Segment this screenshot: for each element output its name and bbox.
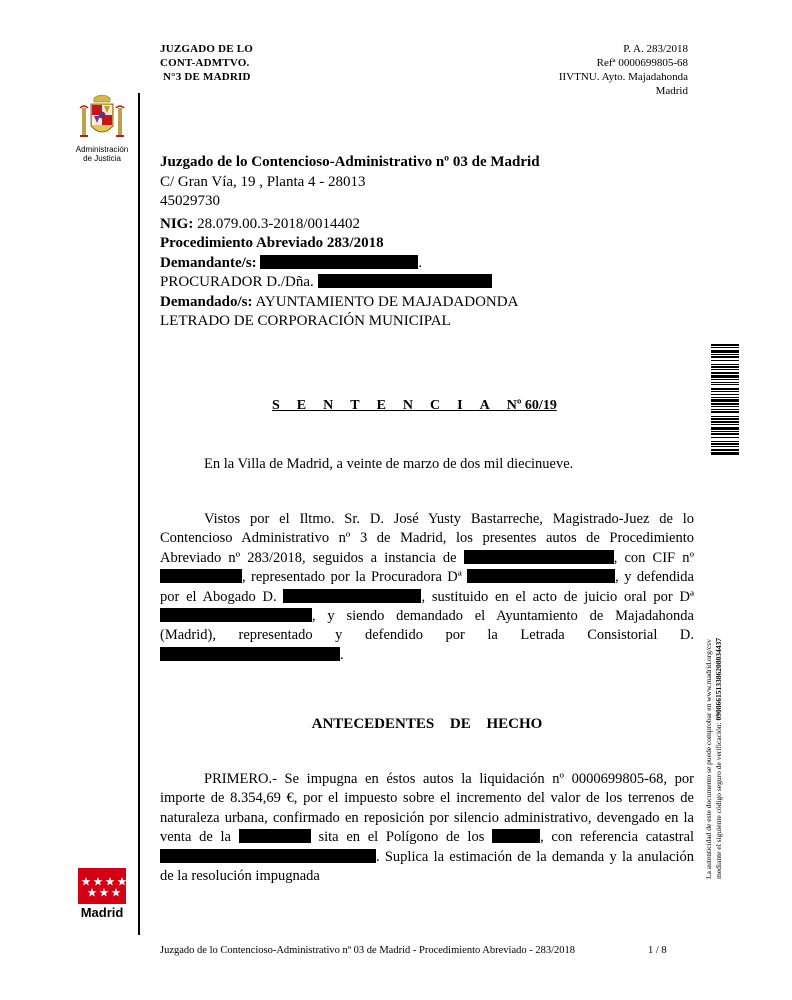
barcode-bar <box>711 388 739 390</box>
barcode-bar <box>711 360 739 361</box>
primero-paragraph <box>160 770 694 886</box>
barcode-bar <box>711 446 739 447</box>
barcode-bar <box>711 397 739 398</box>
sentencia-number: Nº 60/19 <box>506 398 557 413</box>
barcode-bar <box>711 399 739 402</box>
barcode-bar <box>711 382 739 383</box>
case-reference-header <box>559 42 688 98</box>
primero-text: . Suplica la estimación de la demanda y la anulación de la resolución impugnada <box>160 848 694 885</box>
redacted-block <box>283 589 421 603</box>
sentencia-title: SENTENCIA <box>272 398 507 413</box>
page-footer: Juzgado de lo Contencioso-Administrativo nº 03 de Madrid - Procedimiento Abreviado - 283/2018 <box>160 945 576 956</box>
header-left-line: N°3 DE MADRID <box>163 71 251 83</box>
sentencia-heading <box>272 398 557 414</box>
date-line: En la Villa de Madrid, a veinte de marzo de dos mil diecinueve. <box>204 456 574 472</box>
barcode-bar <box>711 379 739 380</box>
barcode-bar <box>711 364 739 365</box>
vistos-text: , con CIF nº <box>613 549 694 566</box>
barcode-icon <box>711 344 739 456</box>
header-left-line: JUZGADO DE LO <box>160 43 254 55</box>
barcode-bar <box>711 449 739 451</box>
redacted-block <box>160 569 242 583</box>
admin-justicia-label <box>66 145 138 163</box>
procurador-label: PROCURADOR D./Dña. <box>160 274 314 290</box>
redacted-block <box>160 849 376 863</box>
header-right-line: Madrid <box>655 85 688 97</box>
barcode-bar <box>711 403 739 405</box>
redacted-block <box>160 647 340 661</box>
csv-info-line: mediante el siguiente código seguro de verificación: <box>714 722 723 879</box>
court-name: Juzgado de lo Contencioso-Administrativo nº 03 de Madrid <box>160 154 540 170</box>
vistos-text: , y siendo demandado el Ayuntamiento de Majadahonda (Madrid), representado y defendido por la Letrada Consistorial D. <box>160 608 694 644</box>
barcode-bar <box>711 375 739 378</box>
redacted-block <box>318 274 492 288</box>
header-right-line: Refª 0000699805-68 <box>596 57 688 69</box>
demandante-label: Demandante/s: <box>160 254 257 271</box>
court-info-block: Juzgado de lo Contencioso-Administrativo nº 03 de Madrid C/ Gran Vía, 19 , Planta 4 - 28013 45029730 NIG: 28.079.00.3-2018/0014402 Procedimiento Abreviado 283/2018 Demandante/s: . PROCURADOR D./Dña. Demandado/s: AYUNTAMIENTO DE MAJADADONDA LETRADO DE CORPORACIÓN MUNICIPAL <box>160 153 540 332</box>
redacted-block <box>467 569 615 583</box>
redacted-block <box>492 829 540 843</box>
barcode-bar <box>711 437 739 438</box>
vistos-text: , representado por la Procuradora Dª <box>242 569 462 586</box>
header-right-line: P. A. 283/2018 <box>623 43 688 55</box>
redacted-block <box>464 550 614 564</box>
header-left-line: CONT-ADMTVO. <box>160 57 250 69</box>
vistos-text: , y defendida por el Abogado D. <box>160 569 694 605</box>
barcode-bar <box>711 369 739 370</box>
barcode-bar <box>711 356 739 358</box>
barcode-bar <box>711 347 739 348</box>
nig-label: NIG: <box>160 215 194 232</box>
vistos-text: . <box>340 646 344 663</box>
barcode-bar <box>711 441 739 442</box>
madrid-flag-icon <box>78 868 126 904</box>
procedure-title: Procedimiento Abreviado 283/2018 <box>160 235 384 251</box>
barcode-bar <box>711 443 739 445</box>
csv-info-line: La autenticidad de este documento se puede comprobar en www.madrid.org/csv <box>704 639 713 879</box>
header-right-line: IIVTNU. Ayto. Majadahonda <box>558 71 688 83</box>
barcode-bar <box>711 433 739 435</box>
barcode-bar <box>711 418 739 420</box>
barcode-bar <box>711 416 739 417</box>
demandado-value: AYUNTAMIENTO DE MAJADADONDA <box>255 293 519 310</box>
court-code: 45029730 <box>160 193 220 209</box>
antecedentes-heading: ANTECEDENTES DE HECHO <box>311 716 543 732</box>
demandado-label: Demandado/s: <box>160 293 253 310</box>
barcode-bar <box>711 452 739 455</box>
coat-of-arms-icon <box>76 92 128 144</box>
barcode-bar <box>711 406 739 407</box>
barcode-bar <box>711 391 739 392</box>
redacted-block <box>160 608 312 622</box>
left-margin-rule <box>138 93 140 935</box>
barcode-bar <box>711 350 739 353</box>
barcode-bar <box>711 372 739 374</box>
barcode-bar <box>711 427 739 430</box>
primero-text: PRIMERO.- Se impugna en éstos autos la liquidación nº 0000699805-68, por importe de 8.354,69 €, por el impuesto sobre el incremento del valor de los terrenos de naturaleza urbana, confirmado en reposición por silencio administrativo, devengado en la venta de la <box>160 771 694 846</box>
barcode-bar <box>711 344 739 346</box>
vistos-text: , sustituido en el acto de juicio oral por Dª <box>421 588 694 605</box>
barcode-bar <box>711 421 739 423</box>
letrado-line: LETRADO DE CORPORACIÓN MUNICIPAL <box>160 313 451 329</box>
nig-value: 28.079.00.3-2018/0014402 <box>197 215 361 232</box>
barcode-bar <box>711 424 739 425</box>
court-address: C/ Gran Vía, 19 , Planta 4 - 28013 <box>160 173 366 190</box>
barcode-bar <box>711 409 739 410</box>
verification-sidebar <box>704 340 735 879</box>
primero-text: , con referencia catastral <box>540 829 695 846</box>
primero-text: sita en el Polígono de los <box>318 829 485 846</box>
barcode-bar <box>711 354 739 355</box>
barcode-bar <box>711 366 739 368</box>
barcode-bar <box>711 384 739 385</box>
redacted-block <box>239 829 311 843</box>
admin-label-line: de Justicia <box>83 154 121 163</box>
admin-label-line: Administración <box>75 145 129 154</box>
madrid-logo-label: Madrid <box>80 905 124 920</box>
csv-code: 0908661513386208034437 <box>714 638 723 721</box>
vistos-paragraph <box>160 510 694 665</box>
date-paragraph <box>160 455 694 474</box>
barcode-bar <box>711 431 739 432</box>
barcode-bar <box>711 411 739 413</box>
redacted-block <box>260 255 418 269</box>
court-header-left <box>160 42 253 84</box>
vistos-text: Vistos por el Iltmo. Sr. D. José Yusty Bastarreche, Magistrado-Juez de lo Contencioso Administrativo nº 3 de Madrid, los presentes autos de Procedimiento Abreviado nº 283/2018, seguidos a instancia de <box>160 511 694 566</box>
page-number: 1 / 8 <box>648 945 667 956</box>
barcode-bar <box>711 394 739 395</box>
